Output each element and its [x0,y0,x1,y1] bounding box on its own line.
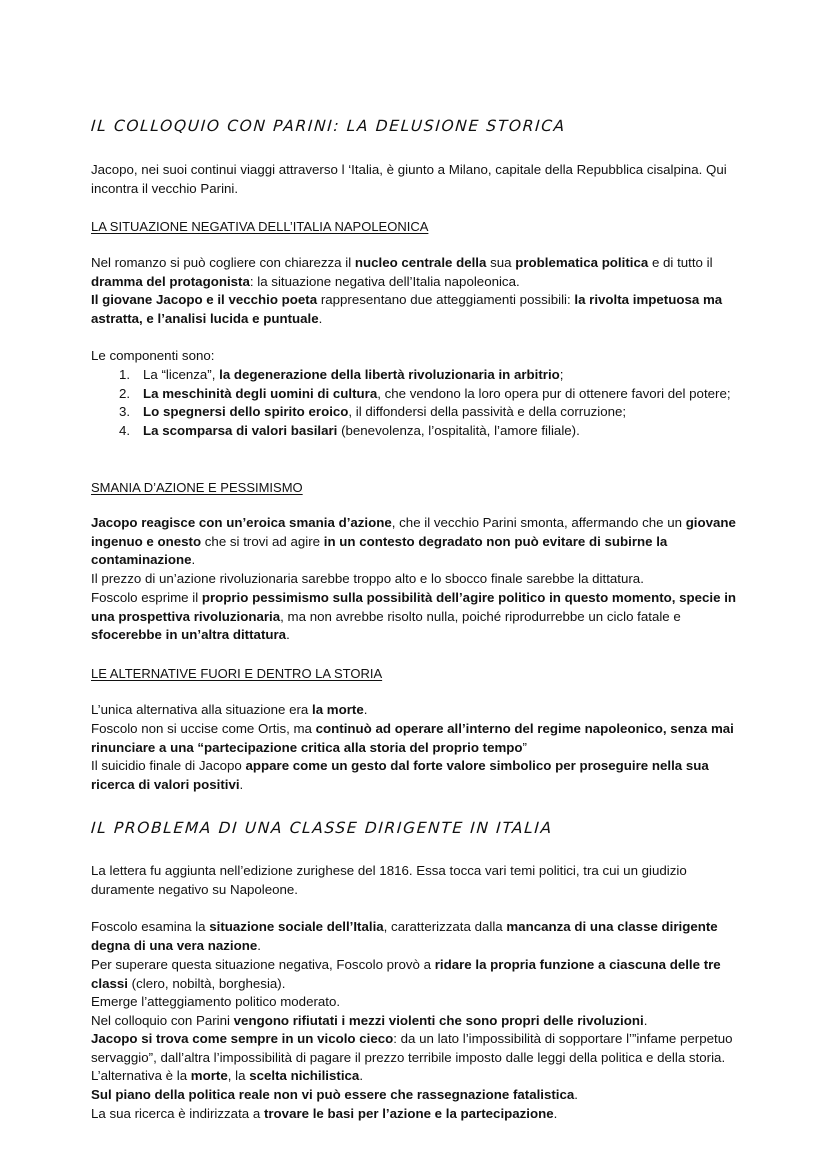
bold-text: Jacopo si trova come sempre in un vicolo cieco [91,1031,394,1046]
paragraph-jacopo-reagisce [91,514,739,570]
paragraph-rassegnazione [91,1086,739,1105]
paragraph-suicidio-finale [91,757,739,794]
list-item: 2. La meschinità degli uomini di cultura, che vendono la loro opera pur di ottenere favori del potere; [119,385,731,401]
bold-text: sfocerebbe in un’altra dittatura [91,627,287,642]
bold-text: vengono rifiutati i mezzi violenti che sono propri delle rivoluzioni [233,1013,644,1028]
paragraph-unica-alternativa [91,701,739,720]
paragraph-atteggiamento-moderato: Emerge l’atteggiamento politico moderato. [91,994,341,1009]
bold-text: scelta nichilistica [249,1068,360,1083]
text: Nel romanzo si può cogliere con chiarezza il [91,255,355,270]
list-item: 3. Lo spegnersi dello spirito eroico, il diffondersi della passività e della corruzione; [119,404,627,419]
text: : la situazione negativa dell’Italia napoleonica. [249,273,520,289]
text: che si trovi ad agire [201,533,324,549]
text: Il suicidio finale di Jacopo [91,758,246,773]
text: . [257,937,261,953]
text: rappresentano due atteggiamenti possibili: [317,292,575,307]
bold-text: morte [190,1068,228,1083]
text: Nel colloquio con Parini [91,1013,234,1028]
paragraph-giovane-jacopo [91,291,739,328]
text: . [286,627,290,642]
text: Foscolo non si uccise come Ortis, ma [91,721,316,736]
subheading-alternative-storia: LE ALTERNATIVE FUORI E DENTRO LA STORIA [91,666,383,681]
bold-text: La meschinità degli uomini di cultura [143,385,378,401]
bold-text: Il giovane Jacopo e il vecchio poeta [91,292,318,307]
text: . [318,310,323,326]
bold-text: Jacopo reagisce con un’eroica smania d’azione [91,515,392,530]
text: . [239,776,244,792]
text: . [553,1106,558,1121]
paragraph-pessimismo [91,589,739,645]
text: , la [227,1068,250,1083]
text: e di tutto il [648,255,713,270]
text: , ma non avrebbe risolto nulla, poiché riprodurrebbe un ciclo fatale e [280,608,681,624]
bold-text: in un contesto degradato non può evitare di subirne la contaminazione [91,533,668,567]
text: . [359,1068,364,1083]
text: . [191,552,196,567]
text: ” [522,739,527,755]
paragraph-tre-classi [91,956,739,993]
paragraph-lettera-aggiunta: La lettera fu aggiunta nell’edizione zurighese del 1816. Essa tocca vari temi politici, tra cui un giudizio duramente negativo su Napoleone. [91,863,687,897]
paragraph-situazione-sociale [91,918,739,955]
section-title-colloquio: IL COLLOQUIO CON PARINI: LA DELUSIONE STORICA [90,117,567,135]
paragraph-mezzi-violenti [91,1012,739,1031]
componenti-list [91,366,739,440]
bold-text: nucleo centrale della [354,255,487,270]
list-intro: Le componenti sono: [91,348,215,363]
paragraph-vicolo-cieco [91,1030,739,1086]
section-title-classe-dirigente: IL PROBLEMA DI UNA CLASSE DIRIGENTE IN ITALIA [90,819,554,837]
text: L’unica alternativa alla situazione era [91,702,313,717]
bold-text: trovare le basi per l’azione e la partecipazione [263,1106,554,1121]
text: (clero, nobiltà, borghesia). [127,975,286,991]
bold-text: la degenerazione della libertà rivoluzionaria in arbitrio [219,367,560,382]
text: Foscolo esamina la [91,919,210,934]
paragraph-prezzo-azione: Il prezzo di un’azione rivoluzionaria sarebbe troppo alto e lo sbocco finale sarebbe la dittatura. [91,571,644,586]
text: , che il vecchio Parini smonta, affermando che un [391,515,686,530]
text: , il diffondersi della passività e della corruzione; [348,404,627,419]
bold-text: La scomparsa di valori basilari [143,422,338,438]
text: sua [486,255,516,270]
text: . [574,1087,578,1102]
paragraph-foscolo-non-si-uccise [91,720,739,757]
intro-paragraph: Jacopo, nei suoi continui viaggi attraverso l ‘Italia, è giunto a Milano, capitale della Repubblica cisalpina. Qui incontra il vecchio Parini. [91,162,727,196]
text: La “licenza”, [143,367,220,382]
text: Foscolo esprime il [91,590,202,605]
bold-text: dramma del protagonista [91,273,250,289]
paragraph-ricerca [91,1105,739,1124]
text: Per superare questa situazione negativa, Foscolo provò a [91,957,435,972]
bold-text: Sul piano della politica reale non vi può essere che rassegnazione fatalistica [91,1087,575,1102]
subheading-situazione-negativa: LA SITUAZIONE NEGATIVA DELL’ITALIA NAPOLEONICA [91,219,429,234]
text: . [643,1013,648,1028]
bold-text: la rivolta impetuosa ma astratta, e l’analisi lucida e puntuale [91,292,723,326]
subheading-smania-azione: SMANIA D’AZIONE E PESSIMISMO [91,480,303,495]
bold-text: mancanza di una classe dirigente degna di una vera nazione [91,919,718,953]
bold-text: appare come un gesto dal forte valore simbolico per proseguire nella sua ricerca di valori positivi [91,758,709,792]
text: ; [559,367,564,382]
list-item: 1. La “licenza”, la degenerazione della libertà rivoluzionaria in arbitrio; [119,367,564,382]
bold-text: la morte [312,702,364,717]
text: La sua ricerca è indirizzata a [91,1106,264,1121]
bold-text: Lo spegnersi dello spirito eroico [143,404,349,419]
text: : da un lato l’impossibilità di sopportare l’”infame perpetuo servaggio”, dall’altra l’impossibilità di pagare il prezzo terribile imposto dalle leggi della politica e della storia. L’alternativa è la [91,1031,733,1083]
bold-text: proprio pessimismo sulla possibilità dell’agire politico in questo momento, specie in una prospettiva rivoluzionaria [91,590,737,624]
bold-text: giovane ingenuo e onesto [91,515,736,549]
bold-text: situazione sociale dell’Italia [209,919,384,934]
text: (benevolenza, l’ospitalità, l’amore filiale). [337,422,580,438]
bold-text: ridare la propria funzione a ciascuna delle tre classi [91,957,721,991]
bold-text: problematica politica [515,255,649,270]
text: , caratterizzata dalla [383,919,507,934]
bold-text: continuò ad operare all’interno del regime napoleonico, senza mai rinunciare a una “partecipazione critica alla storia del proprio tempo [91,721,734,755]
text: . [363,702,368,717]
list-item: 4. La scomparsa di valori basilari (benevolenza, l’ospitalità, l’amore filiale). [119,422,580,438]
paragraph-nucleo-centrale [91,254,739,291]
text: , che vendono la loro opera pur di ottenere favori del potere; [377,385,731,401]
